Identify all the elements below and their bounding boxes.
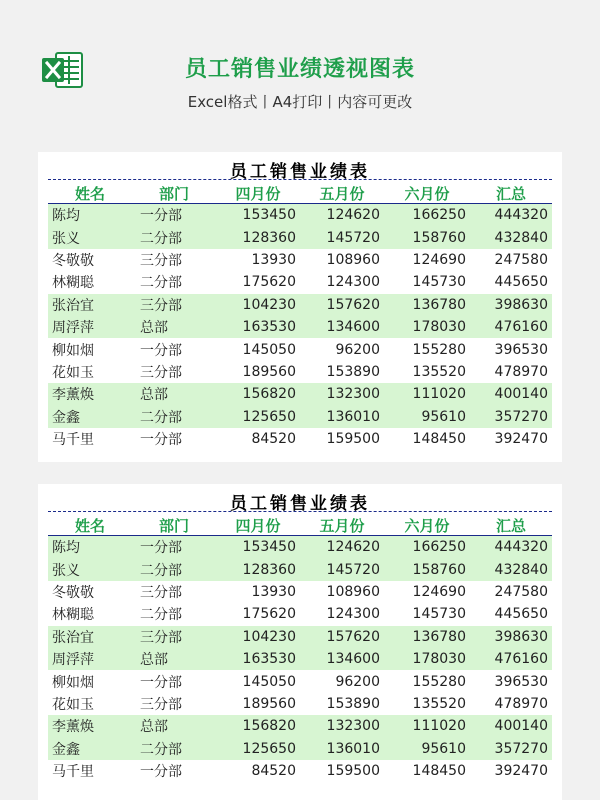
cell-april: 128360: [216, 558, 300, 580]
page-subtitle: Excel格式丨A4打印丨内容可更改: [187, 93, 413, 111]
cell-april: 175620: [242, 274, 296, 291]
cell-dept: 三分部: [140, 364, 182, 381]
cell-name: 马千里: [52, 764, 94, 781]
cell-total: 476160: [470, 648, 552, 670]
header-dept: 部门: [158, 184, 189, 203]
cell-may: 124620: [300, 536, 384, 558]
cell-name: 张治宜: [48, 626, 132, 648]
cell-name: 花如玉: [52, 696, 94, 713]
cell-total: 357270: [470, 738, 552, 760]
cell-june: 155280: [412, 341, 466, 358]
cell-may: 157620: [300, 626, 384, 648]
cell-april: 163530: [216, 648, 300, 670]
cell-dept: 三分部: [140, 584, 182, 601]
sales-table: [48, 514, 552, 782]
cell-name: 林糊聪: [52, 607, 94, 624]
table-row: [48, 204, 552, 226]
sheet-title: 员工销售业绩表: [230, 494, 370, 514]
cell-dept: 一分部: [140, 432, 182, 449]
table-row: [48, 271, 552, 293]
table-row: [48, 361, 552, 383]
cell-april: 153450: [216, 204, 300, 226]
table-row: [48, 693, 552, 715]
cell-april: 13930: [251, 251, 296, 268]
sales-sheet: [38, 484, 562, 800]
cell-june: 145730: [412, 274, 466, 291]
cell-april: 163530: [216, 316, 300, 338]
cell-may: 124300: [326, 274, 380, 291]
cell-june: 166250: [384, 204, 470, 226]
cell-total: 476160: [470, 316, 552, 338]
cell-april: 104230: [216, 626, 300, 648]
table-row: [48, 626, 552, 648]
cell-total: 444320: [470, 204, 552, 226]
cell-total: 400140: [470, 715, 552, 737]
cell-total: 392470: [494, 431, 548, 448]
cell-dept: 总部: [132, 715, 216, 737]
cell-dept: 一分部: [140, 342, 182, 359]
cell-june: 95610: [384, 406, 470, 428]
cell-may: 136010: [300, 738, 384, 760]
cell-april: 84520: [251, 431, 296, 448]
header-may: 五月份: [319, 184, 365, 203]
cell-total: 445650: [494, 274, 548, 291]
cell-total: 478970: [494, 695, 548, 712]
header-may: 五月份: [319, 516, 365, 535]
cell-name: 冬敬敬: [52, 252, 94, 269]
page-title: 员工销售业绩透视图表: [184, 57, 415, 82]
cell-june: 148450: [412, 763, 466, 780]
cell-may: 108960: [326, 251, 380, 268]
cell-june: 135520: [412, 363, 466, 380]
cell-name: 金鑫: [48, 738, 132, 760]
cell-dept: 一分部: [140, 764, 182, 781]
header-name: 姓名: [74, 516, 105, 535]
cell-name: 冬敬敬: [52, 584, 94, 601]
cell-may: 96200: [335, 673, 380, 690]
cell-total: 396530: [494, 341, 548, 358]
cell-dept: 一分部: [132, 536, 216, 558]
cell-may: 153890: [326, 363, 380, 380]
cell-dept: 二分部: [132, 226, 216, 248]
cell-april: 189560: [242, 695, 296, 712]
cell-name: 张义: [48, 558, 132, 580]
header-total: 汇总: [495, 516, 526, 535]
cell-april: 145050: [242, 673, 296, 690]
cell-april: 13930: [251, 583, 296, 600]
table-row: [48, 406, 552, 428]
cell-june: 158760: [384, 558, 470, 580]
cell-total: 445650: [494, 606, 548, 623]
table-row: [48, 338, 552, 360]
cell-may: 108960: [326, 583, 380, 600]
cell-may: 153890: [326, 695, 380, 712]
sales-table: [48, 182, 552, 450]
cell-total: 400140: [470, 383, 552, 405]
table-row: [48, 294, 552, 316]
table-row: [48, 603, 552, 625]
table-row: [48, 648, 552, 670]
cell-june: 95610: [384, 738, 470, 760]
cell-june: 145730: [412, 606, 466, 623]
cell-april: 189560: [242, 363, 296, 380]
cell-may: 136010: [300, 406, 384, 428]
cell-june: 136780: [384, 626, 470, 648]
table-row: [48, 558, 552, 580]
cell-april: 128360: [216, 226, 300, 248]
cell-total: 247580: [494, 583, 548, 600]
header-dept: 部门: [158, 516, 189, 535]
page-header: [0, 0, 600, 130]
cell-june: 136780: [384, 294, 470, 316]
cell-name: 张治宜: [48, 294, 132, 316]
table-row: [48, 249, 552, 271]
cell-total: 396530: [494, 673, 548, 690]
cell-june: 178030: [384, 316, 470, 338]
cell-dept: 三分部: [140, 696, 182, 713]
cell-name: 李薰焕: [48, 383, 132, 405]
cell-total: 478970: [494, 363, 548, 380]
cell-april: 84520: [251, 763, 296, 780]
cell-name: 马千里: [52, 432, 94, 449]
cell-april: 145050: [242, 341, 296, 358]
sheet-title: 员工销售业绩表: [230, 162, 370, 182]
cell-name: 张义: [48, 226, 132, 248]
cell-name: 周浮萍: [48, 316, 132, 338]
header-june: 六月份: [404, 184, 450, 203]
cell-dept: 总部: [132, 383, 216, 405]
cell-dept: 总部: [132, 316, 216, 338]
cell-may: 159500: [326, 763, 380, 780]
cell-april: 156820: [216, 715, 300, 737]
header-april: 四月份: [235, 184, 281, 203]
cell-dept: 三分部: [132, 626, 216, 648]
cell-dept: 二分部: [140, 275, 182, 292]
cell-total: 392470: [494, 763, 548, 780]
cell-april: 175620: [242, 606, 296, 623]
divider: [48, 511, 552, 512]
cell-may: 134600: [300, 316, 384, 338]
cell-dept: 三分部: [132, 294, 216, 316]
cell-may: 145720: [300, 558, 384, 580]
table-row: [48, 715, 552, 737]
cell-june: 124690: [412, 251, 466, 268]
cell-may: 124620: [300, 204, 384, 226]
table-row: [48, 760, 552, 782]
header-june: 六月份: [404, 516, 450, 535]
cell-total: 432840: [470, 226, 552, 248]
cell-name: 李薰焕: [48, 715, 132, 737]
cell-dept: 总部: [132, 648, 216, 670]
cell-name: 陈均: [48, 204, 132, 226]
table-body: [48, 536, 552, 782]
cell-dept: 二分部: [132, 558, 216, 580]
cell-june: 135520: [412, 695, 466, 712]
sales-sheet: [38, 152, 562, 462]
cell-june: 111020: [384, 715, 470, 737]
table-header: [48, 514, 552, 536]
divider: [48, 179, 552, 180]
cell-june: 124690: [412, 583, 466, 600]
header-name: 姓名: [74, 184, 105, 203]
cell-dept: 二分部: [140, 607, 182, 624]
header-total: 汇总: [495, 184, 526, 203]
cell-june: 155280: [412, 673, 466, 690]
cell-total: 398630: [470, 294, 552, 316]
cell-name: 柳如烟: [52, 674, 94, 691]
cell-name: 林糊聪: [52, 275, 94, 292]
cell-name: 花如玉: [52, 364, 94, 381]
cell-june: 178030: [384, 648, 470, 670]
table-row: [48, 670, 552, 692]
cell-april: 153450: [216, 536, 300, 558]
cell-name: 周浮萍: [48, 648, 132, 670]
cell-april: 156820: [216, 383, 300, 405]
cell-may: 157620: [300, 294, 384, 316]
table-row: [48, 383, 552, 405]
cell-may: 159500: [326, 431, 380, 448]
table-row: [48, 428, 552, 450]
cell-june: 166250: [384, 536, 470, 558]
table-row: [48, 536, 552, 558]
cell-may: 132300: [300, 715, 384, 737]
header-april: 四月份: [235, 516, 281, 535]
cell-name: 柳如烟: [52, 342, 94, 359]
table-row: [48, 226, 552, 248]
table-row: [48, 738, 552, 760]
cell-name: 陈均: [48, 536, 132, 558]
cell-june: 111020: [384, 383, 470, 405]
table-row: [48, 316, 552, 338]
cell-total: 432840: [470, 558, 552, 580]
cell-dept: 一分部: [132, 204, 216, 226]
table-header: [48, 182, 552, 204]
cell-april: 125650: [216, 406, 300, 428]
cell-name: 金鑫: [48, 406, 132, 428]
cell-june: 148450: [412, 431, 466, 448]
cell-may: 96200: [335, 341, 380, 358]
table-row: [48, 581, 552, 603]
cell-dept: 二分部: [132, 406, 216, 428]
cell-dept: 二分部: [132, 738, 216, 760]
cell-dept: 三分部: [140, 252, 182, 269]
cell-may: 134600: [300, 648, 384, 670]
cell-total: 247580: [494, 251, 548, 268]
cell-may: 132300: [300, 383, 384, 405]
cell-june: 158760: [384, 226, 470, 248]
cell-may: 124300: [326, 606, 380, 623]
cell-april: 125650: [216, 738, 300, 760]
cell-may: 145720: [300, 226, 384, 248]
cell-total: 398630: [470, 626, 552, 648]
cell-total: 357270: [470, 406, 552, 428]
cell-total: 444320: [470, 536, 552, 558]
table-body: [48, 204, 552, 450]
cell-april: 104230: [216, 294, 300, 316]
cell-dept: 一分部: [140, 674, 182, 691]
